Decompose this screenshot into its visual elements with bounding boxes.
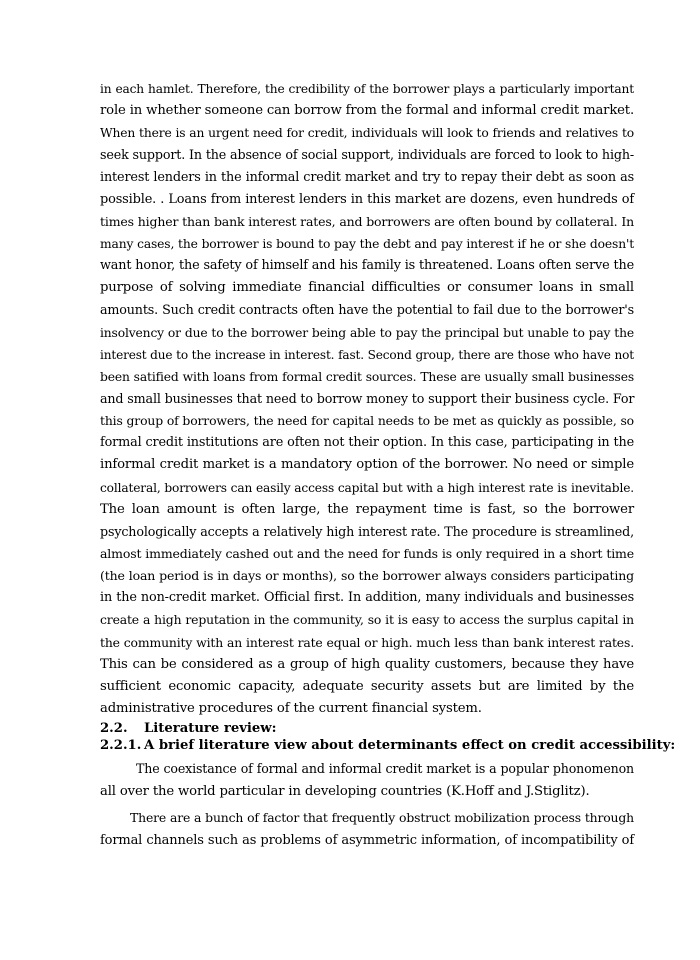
text-line: sufficient economic capacity, adequate security assets but are limited by the (100, 678, 634, 694)
text-line: (the loan period is in days or months), so the borrower always considers participating (100, 568, 634, 584)
text-line: possible. . Loans from interest lenders in this market are dozens, even hundreds of (100, 191, 634, 207)
text-line: this group of borrowers, the need for capital needs to be met as quickly as possible, so (100, 413, 634, 429)
text-line: been satified with loans from formal credit sources. These are usually small businesses (100, 369, 634, 384)
section-heading (100, 720, 634, 737)
document-page (100, 78, 676, 852)
text-line: psychologically accepts a relatively high interest rate. The procedure is streamlined, (100, 523, 634, 539)
text-line: insolvency or due to the borrower being able to pay the principal but unable to pay the (100, 325, 634, 340)
text-line: When there is an urgent need for credit, individuals will look to friends and relatives to (100, 126, 634, 141)
text-line: amounts. Such credit contracts often have the potential to fail due to the borrower's (100, 302, 634, 318)
text-line: formal channels such as problems of asymmetric information, of incompatibility of (100, 832, 634, 848)
text-line: The coexistance of formal and informal credit market is a popular phonomenon (136, 761, 634, 777)
text-line: This can be considered as a group of high quality customers, because they have (100, 656, 634, 672)
text-line: interest lenders in the informal credit market and try to repay their debt as soon as (100, 169, 634, 185)
text-line: times higher than bank interest rates, and borrowers are often bound by collateral. In (100, 213, 635, 229)
paragraph-three (100, 807, 634, 852)
text-line: in the non-credit market. Official first. In addition, many individuals and businesses (100, 590, 634, 606)
text-line: The loan amount is often large, the repayment time is fast, so the borrower (100, 501, 634, 517)
subsection-heading (100, 737, 676, 754)
text-line: purpose of solving immediate financial difficulties or consumer loans in small (100, 280, 634, 296)
text-line: informal credit market is a mandatory option of the borrower. No need or simple (100, 457, 634, 473)
text-line: almost immediately cashed out and the need for funds is only required in a short time (100, 545, 634, 561)
text-line: all over the world particular in developing countries (K.Hoff and J.Stiglitz). (100, 783, 590, 799)
text-line: want honor, the safety of himself and his family is threatened. Loans often serve the (100, 258, 634, 274)
text-line: create a high reputation in the community, so it is easy to access the surplus capital in (100, 612, 634, 628)
text-line: interest due to the increase in interest. fast. Second group, there are those who have not (100, 347, 634, 362)
body-paragraph (100, 78, 634, 720)
text-line: the community with an interest rate equal or high. much less than bank interest rates. (100, 634, 634, 650)
section-number: 2.2. (100, 721, 128, 737)
text-line: and small businesses that need to borrow money to support their business cycle. For (100, 390, 635, 406)
subsection-number: 2.2.1. (100, 738, 142, 754)
subsection-title: A brief literature view about determinants effect on credit accessibility: (144, 738, 676, 754)
text-line: administrative procedures of the current financial system. (100, 700, 482, 716)
text-line: seek support. In the absence of social support, individuals are forced to look to high- (100, 147, 634, 163)
text-line: many cases, the borrower is bound to pay the debt and pay interest if he or she doesn't (100, 236, 634, 251)
text-line: in each hamlet. Therefore, the credibility of the borrower plays a particularly important (100, 82, 634, 96)
text-line: formal credit institutions are often not their option. In this case, participating in the (100, 435, 634, 451)
section-title: Literature review: (144, 721, 277, 737)
paragraph-two (100, 758, 634, 803)
text-line: There are a bunch of factor that frequently obstruct mobilization process through (130, 810, 634, 826)
text-line: role in whether someone can borrow from the formal and informal credit market. (100, 103, 634, 119)
text-line: collateral, borrowers can easily access capital but with a high interest rate is inevitable. (100, 480, 634, 495)
